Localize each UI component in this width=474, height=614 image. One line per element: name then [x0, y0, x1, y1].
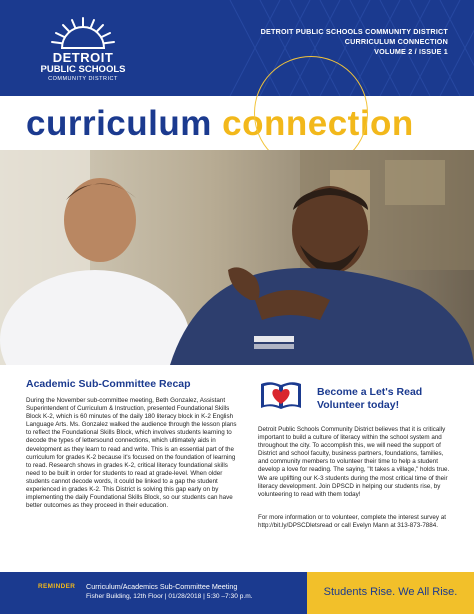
volunteer-heading-line1: Become a Let's Read — [317, 386, 423, 398]
footer-reminder — [0, 572, 307, 614]
volunteer-heading-line2: Volunteer today! — [317, 399, 400, 411]
recap-article — [26, 378, 240, 510]
dpscd-logo — [28, 12, 138, 90]
slogan: Students Rise. We All Rise. — [323, 586, 458, 598]
book-heart-icon — [258, 378, 304, 414]
logo-wordmark-line2: PUBLIC SCHOOLS — [40, 64, 126, 75]
volunteer-contact: For more information or to volunteer, complete the interest survey at http://bit.ly/DPSCDletsread or call Evelyn Mann at 313-873-7884. — [258, 514, 446, 530]
reminder-label: REMINDER — [38, 583, 76, 590]
masthead — [0, 0, 474, 96]
footer — [0, 572, 474, 614]
volunteer-heading — [317, 386, 422, 412]
title-word-curriculum: curriculum — [26, 104, 212, 143]
issue-district: DETROIT PUBLIC SCHOOLS COMMUNITY DISTRICT — [260, 27, 448, 36]
issue-info — [261, 27, 448, 57]
reminder-detail: Fisher Building, 12th Floor | 01/28/2018 | 5:30 –7:30 p.m. — [86, 593, 253, 600]
recap-heading: Academic Sub-Committee Recap — [26, 378, 191, 390]
issue-newsletter-name: CURRICULUM CONNECTION — [344, 37, 448, 46]
footer-slogan-panel — [307, 572, 474, 614]
volunteer-body: Detroit Public Schools Community District believes that it is critically important to build a culture of literacy within the school system and throughout the city. To accomplish this, we will need the support of District and school faculty, business partners, foundations, families, and community members to volunteer their time to help a student develop a love for reading. The saying, "It takes a village," holds true. We are uplifting our K-3 students during the most critical time of their literacy development. Join DPSCD in helping our students rise, by volunteering to read with them today! — [258, 426, 450, 498]
reminder-title: Curriculum/Academics Sub-Committee Meeting — [86, 582, 238, 591]
cover-photo-illustration — [0, 150, 474, 365]
logo-wordmark-line1: DETROIT — [52, 50, 114, 65]
sunrise-logo-icon — [48, 12, 118, 50]
logo-wordmark-line3: COMMUNITY DISTRICT — [48, 76, 118, 82]
recap-body: During the November sub-committee meeting, Beth Gonzalez, Assistant Superintendent of Curriculum & Instruction, presented Foundational Skills Block K-2, which is 60 minutes of the daily 180 literacy block in K-2 English Language Arts. Ms. Gonzalez walked the audience through the lesson plans to reflect the Foundational Skills Block, which involves students learning to decode the types of lettersound connections, which ultimately aids in development as they learn to read and write. This is an essential part of the curriculum for grades K-2 because it's focused on the foundation of learning to read. Research shows in grades K-2, critical literacy foundational skills need to be built in order for students to read at grade-level. When older students cannot decode words, it could be linked to a gap the student experienced in grades K-2. This District is solving this gap early on by implementing the daily Foundational Skills Block, so our students can have better outcomes as they proceed in their education. — [26, 397, 237, 510]
cover-photo — [0, 150, 474, 365]
issue-volume: VOLUME 2 / ISSUE 1 — [374, 47, 448, 56]
title-word-connection: connection — [222, 104, 414, 143]
